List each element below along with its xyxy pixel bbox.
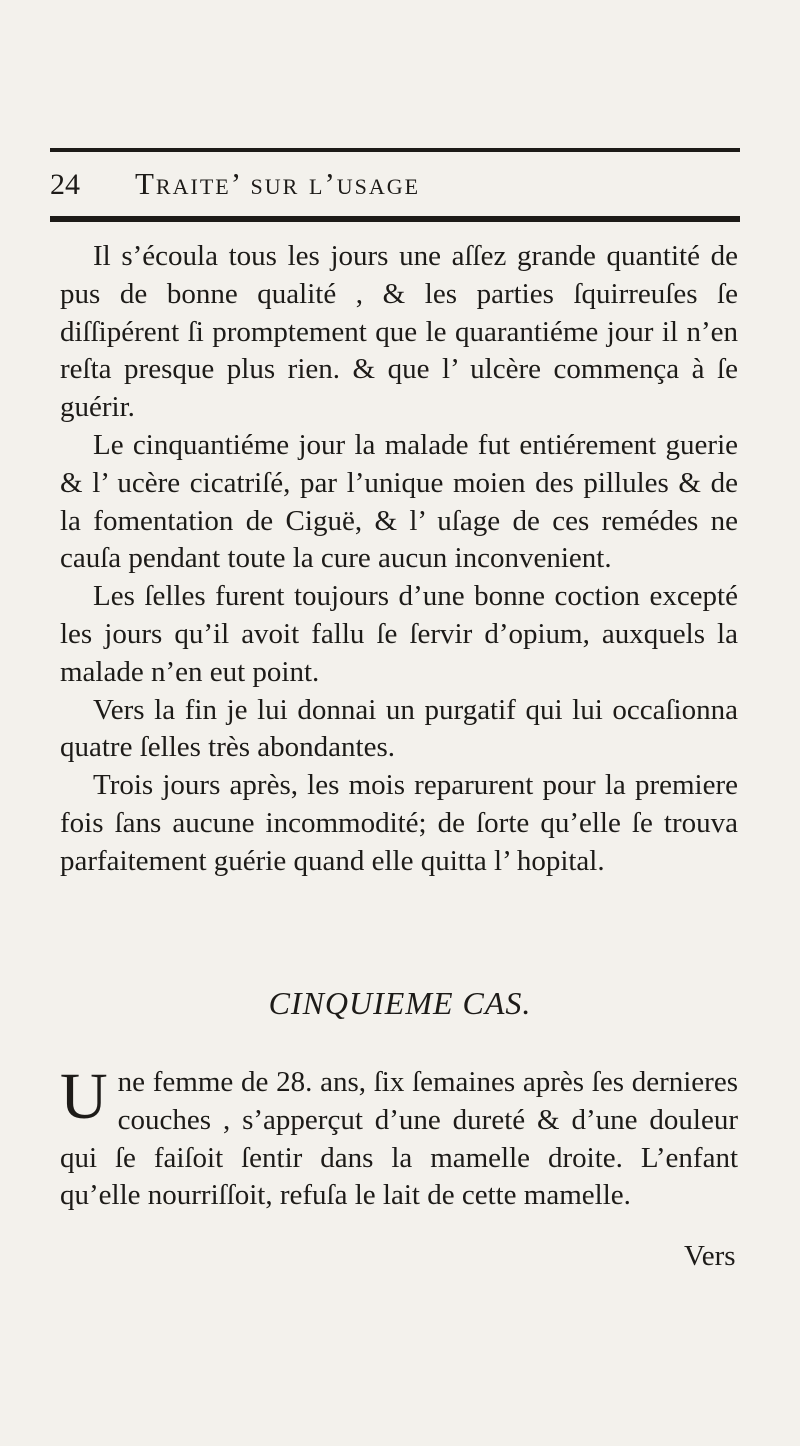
paragraph: Trois jours après, les mois reparurent pour la premiere fois ſans aucune incommodité; de ſorte qu’elle ſe trouva parfaitement guérie quand elle quitta l’ hopital. [60,769,738,877]
section-heading: CINQUIEME CAS. [268,985,532,1021]
drop-cap: U [60,1060,108,1133]
paragraph: Il s’écoula tous les jours une aſſez grande quantité de pus de bonne qualité , & les parties ſquirreuſes ſe diſſipérent ſi promptement que le quarantiéme jour il n’en reſta presque plus rien. & que l’ ulcère commença à ſe guérir. [60,240,738,424]
header-top-rule [50,148,740,152]
case-text: ne femme de 28. ans, ſix ſemaines après ſes dernieres couches , s’apperçut d’une dureté & d’une douleur qui ſe faiſoit ſentir dans la mamelle droite. L’enfant qu’elle nourriſſoit, refuſa le lait de cette mamelle. [60,1066,738,1212]
case-paragraph [60,1060,738,1215]
paragraph: Vers la fin je lui donnai un purgatif qui lui occaſionna quatre ſelles très abondantes. [60,693,738,764]
page-number: 24 [50,168,80,201]
running-head [50,168,740,208]
header-bottom-rule [50,216,740,222]
catchword: Vers [684,1240,736,1272]
paragraph: Les ſelles furent toujours d’une bonne coction excepté les jours qu’il avoit fallu ſe ſervir d’opium, auxquels la malade n’en eut point. [60,580,738,688]
running-title: Traite’ sur l’usage [135,166,421,201]
body-text [60,238,738,881]
paragraph: Le cinquantiéme jour la malade fut entiérement guerie & l’ ucère cicatriſé, par l’unique moien des pillules & de la fomentation de Ciguë, & l’ uſage de ces remédes ne cauſa pendant toute la cure aucun inconvenient. [60,428,738,575]
